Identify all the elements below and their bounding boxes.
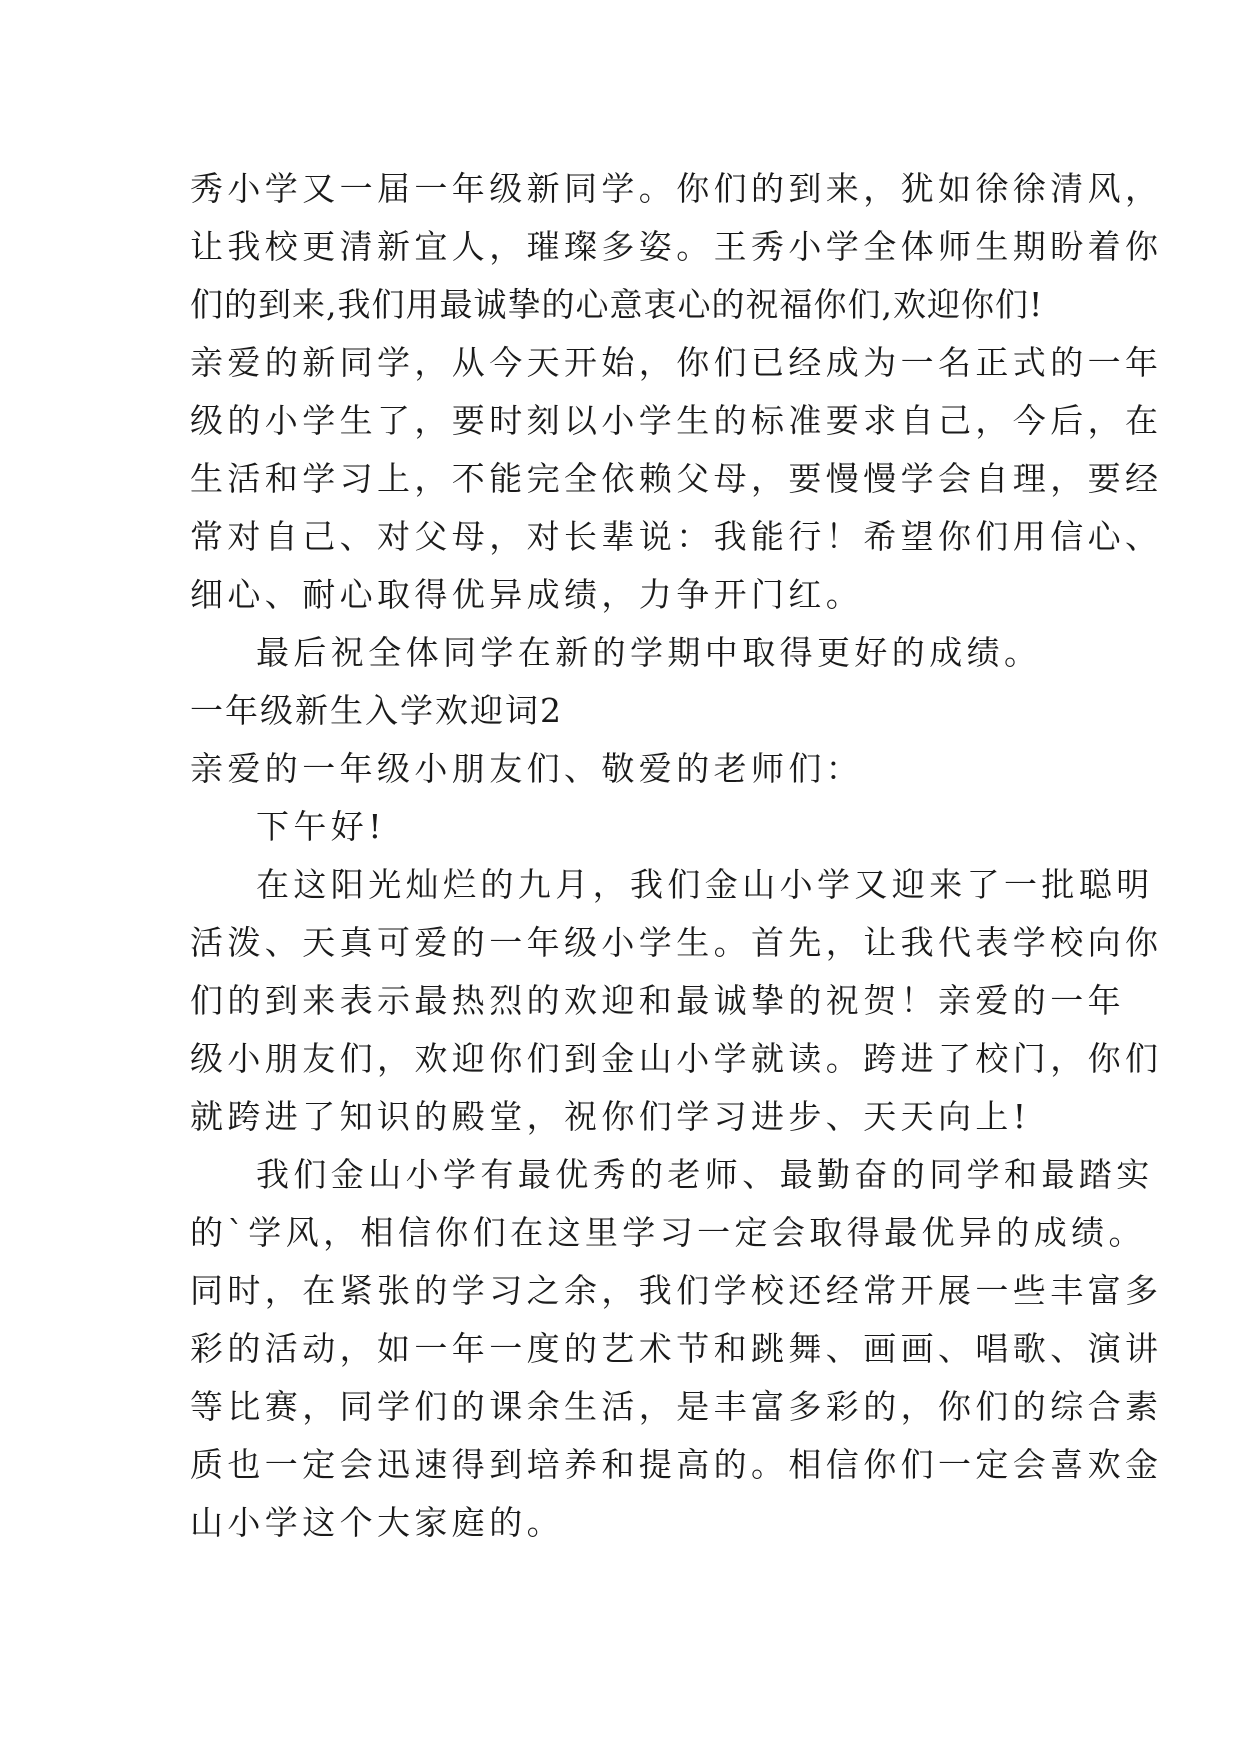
paragraph-line: 们的到来,我们用最诚挚的心意衷心的祝福你们,欢迎你们! [190, 285, 1044, 324]
paragraph-line: 我们金山小学有最优秀的老师、最勤奋的同学和最踏实 [256, 1155, 1154, 1194]
paragraph-line: 等比赛，同学们的课余生活，是丰富多彩的，你们的综合素 [190, 1387, 1163, 1426]
paragraph-line: 让我校更清新宜人，璀璨多姿。王秀小学全体师生期盼着你 [190, 227, 1163, 266]
paragraph-line: 就跨进了知识的殿堂，祝你们学习进步、天天向上! [190, 1097, 1031, 1136]
paragraph-line: 活泼、天真可爱的一年级小学生。首先，让我代表学校向你 [190, 923, 1163, 962]
paragraph-line: 山小学这个大家庭的。 [190, 1503, 564, 1542]
paragraph-line: 常对自己、对父母，对长辈说：我能行！希望你们用信心、 [190, 517, 1163, 556]
paragraph-line: 秀小学又一届一年级新同学。你们的到来，犹如徐徐清风， [190, 169, 1163, 208]
greeting-line: 下午好! [256, 807, 386, 846]
paragraph-line: 们的到来表示最热烈的欢迎和最诚挚的祝贺！亲爱的一年 [190, 981, 1125, 1020]
paragraph-line: 同时，在紧张的学习之余，我们学校还经常开展一些丰富多 [190, 1271, 1163, 1310]
paragraph-line: 最后祝全体同学在新的学期中取得更好的成绩。 [256, 633, 1042, 672]
paragraph-line: 在这阳光灿烂的九月，我们金山小学又迎来了一批聪明 [256, 865, 1154, 904]
salutation-line: 亲爱的一年级小朋友们、敬爱的老师们： [190, 749, 864, 788]
section-heading: 一年级新生入学欢迎词2 [190, 691, 563, 730]
paragraph-line: 亲爱的新同学，从今天开始，你们已经成为一名正式的一年 [190, 343, 1163, 382]
paragraph-line: 生活和学习上，不能完全依赖父母，要慢慢学会自理，要经 [190, 459, 1163, 498]
paragraph-line: 彩的活动，如一年一度的艺术节和跳舞、画画、唱歌、演讲 [190, 1329, 1163, 1368]
paragraph-line: 级的小学生了，要时刻以小学生的标准要求自己，今后，在 [190, 401, 1163, 440]
paragraph-line: 级小朋友们，欢迎你们到金山小学就读。跨进了校门，你们 [190, 1039, 1163, 1078]
paragraph-line: 的`学风，相信你们在这里学习一定会取得最优异的成绩。 [190, 1213, 1146, 1252]
paragraph-line: 细心、耐心取得优异成绩，力争开门红。 [190, 575, 864, 614]
paragraph-line: 质也一定会迅速得到培养和提高的。相信你们一定会喜欢金 [190, 1445, 1163, 1484]
